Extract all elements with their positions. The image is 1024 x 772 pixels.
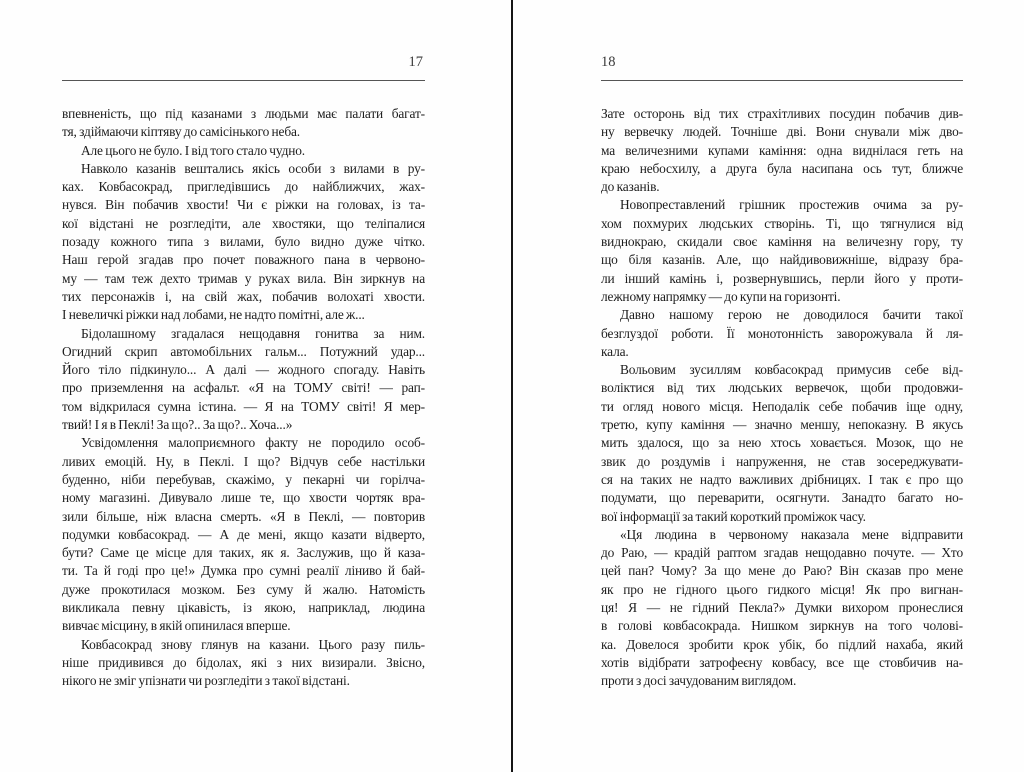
text-line: до казанів. [601, 179, 660, 195]
text-line: буденно, ніби перебував, скажімо, у пекарні чи горілча- [62, 471, 425, 487]
text-line: безглуздої роботи. Її монотонність заворожувала й ля- [601, 325, 963, 341]
page-number-left: 17 [408, 54, 423, 70]
text-line: вивчає місцину, в якій опинилася вперше. [62, 618, 291, 634]
text-line: звик до роздумів і напруження, не став зосереджувати- [601, 453, 963, 469]
text-line: ному магазині. Дивувало лише те, що хвости чортяк вра- [62, 490, 425, 506]
text-line: Але цього не було. І від того стало чудно. [81, 142, 305, 158]
text-line: вої інформації за такий короткий проміжок часу. [601, 508, 866, 524]
text-line: подумки ковбасокрад. — А де мені, якщо казати відверто, [62, 526, 425, 542]
text-line: ка. Довелося зробити крок убік, бо підлий нахаба, який [601, 636, 963, 652]
text-line: хотів відібрати затрофеєну ковбасу, все ще стовбичив на- [601, 654, 963, 670]
text-line: бути? Саме це місце для таких, як я. Заслужив, що й каза- [62, 545, 425, 561]
text-line: Усвідомлення малоприємного факту не породило особ- [81, 435, 425, 451]
text-line: ся на таких не надто важливих дрібницях. І так є про що [601, 471, 963, 487]
text-line: подумати, що переварити, осягнути. Занадто багато но- [601, 490, 963, 506]
page-left-content [62, 0, 425, 691]
text-line: хом похмурих людських створінь. Ті, що тягнулися від [601, 215, 963, 231]
text-line: ти огляд нового місця. Неподалік себе побачив іще одну, [601, 398, 963, 414]
text-line: ти. Та й годі про це!» Думка про сумні реалії ліниво й бай- [62, 563, 425, 579]
text-line: тя, здіймаючи кіптяву до самісінького неба. [62, 124, 301, 140]
page-right-text [601, 105, 963, 691]
page-number-right: 18 [601, 54, 616, 70]
text-line: Наш герой згадав про почет поважного пана в червоно- [62, 252, 425, 268]
text-line: Вольовим зусиллям ковбасокрад примусив себе від- [620, 362, 963, 378]
header-rule-left [62, 80, 425, 81]
text-line: воліктися від тих людських вервечок, щоби продовжи- [601, 380, 963, 396]
text-line: ну вервечку людей. Точніше дві. Вони снували між дво- [601, 124, 963, 140]
text-line: виднокраю, скидали своє каміння на величезну гору, ту [601, 234, 963, 250]
text-line: впевненість, що під казанами з людьми має палати багат- [62, 106, 425, 121]
text-line: Зате осторонь від тих страхітливих посудин побачив див- [601, 106, 963, 121]
text-line: ніше придивився до бідолах, які з них визирали. Звісно, [62, 654, 425, 670]
text-line: Новопреставлений грішник простежив очима за ру- [620, 197, 963, 213]
text-line: том відкрилася сумна істина. — Я на ТОМУ світі! Я мер- [62, 398, 425, 414]
text-line: ли інший камінь і, розвернувшись, перли його у проти- [601, 270, 963, 286]
text-line: про приземлення на асфальт. «Я на ТОМУ світі! — рап- [62, 380, 425, 396]
text-line: му — там теж дехто тримав у руках вила. Він зиркнув на [62, 270, 425, 286]
text-line: Бідолашному згадалася нещодавня гонитва за ним. [81, 325, 425, 341]
text-line: І невеличкі ріжки над лобами, не надто помітні, але ж... [62, 307, 365, 323]
text-line: ця! Я — не гідний Пекла?» Думки вихором пронеслися [601, 600, 963, 616]
page-left-text [62, 105, 425, 691]
text-line: Давно нашому герою не доводилося бачити такої [620, 307, 963, 323]
text-line: лежному напрямку — до купи на горизонті. [601, 288, 841, 304]
text-line: «Ця людина в червоному наказала мене відправити [620, 526, 963, 542]
text-line: мить здалося, що за нею хтось ховається. Мозок, що не [601, 435, 963, 451]
text-line: краю небосхилу, а друга була насипана ось тут, ближче [601, 160, 963, 176]
text-line: твий! І я в Пеклі! За що?.. За що?.. Хоча...» [62, 417, 293, 433]
text-line: зили більше, ніж власна смерть. «Я в Пеклі, — повторив [62, 508, 425, 524]
text-line: кої відстані не розгледіти, але хвостяки, що теліпалися [62, 215, 425, 231]
text-line: проти з досі зачудованим виглядом. [601, 673, 797, 689]
text-line: позаду кожного типа з вилами, було видно дуже чітко. [62, 234, 425, 250]
text-line: в голові ковбасокрада. Нишком зиркнув на того чолові- [601, 618, 963, 634]
text-line: Ковбасокрад знову глянув на казани. Цього разу пиль- [81, 636, 425, 652]
page-right-content [601, 0, 963, 691]
text-line: ма величезними купами каміння: одна виднілася геть на [601, 142, 963, 158]
text-line: тих персонажів і, на свій жах, побачив волохаті хвости. [62, 288, 425, 304]
text-line: нікого не зміг упізнати чи розгледіти з такої відстані. [62, 673, 350, 689]
header-rule-right [601, 80, 963, 81]
text-line: третю, купу каміння — значно меншу, непоказну. В якусь [601, 417, 963, 433]
text-line: як про не гідного цього гидкого місця! Як про вигнан- [601, 581, 963, 597]
text-line: ках. Ковбасокрад, пригледівшись до найближчих, жах- [62, 179, 425, 195]
text-line: ливих емоцій. Ну, в Пеклі. І що? Відчув себе настільки [62, 453, 425, 469]
text-line: Навколо казанів вештались якісь особи з вилами в ру- [81, 160, 425, 176]
page-right [512, 0, 1024, 772]
text-line: цей пан? Чому? За що мене до Раю? Він сказав про мене [601, 563, 963, 579]
text-line: кала. [601, 343, 629, 359]
text-line: дуже прокотилася мозком. Без суму й жалю. Натомість [62, 581, 425, 597]
text-line: нувся. Він побачив хвости! Чи є ріжки на головах, із та- [62, 197, 425, 213]
text-line: Його тіло підкинуло... А далі — жодного спогаду. Навіть [62, 362, 425, 378]
text-line: до Раю, — крадій раптом згадав нещодавно почуте. — Хто [601, 545, 963, 561]
text-line: викликала певну цікавість, із якою, наприклад, людина [62, 600, 425, 616]
text-line: що біля казанів. Але, що найдивовижніше, відразу бра- [601, 252, 963, 268]
text-line: Огидний скрип автомобільних гальм... Потужний удар... [62, 343, 425, 359]
